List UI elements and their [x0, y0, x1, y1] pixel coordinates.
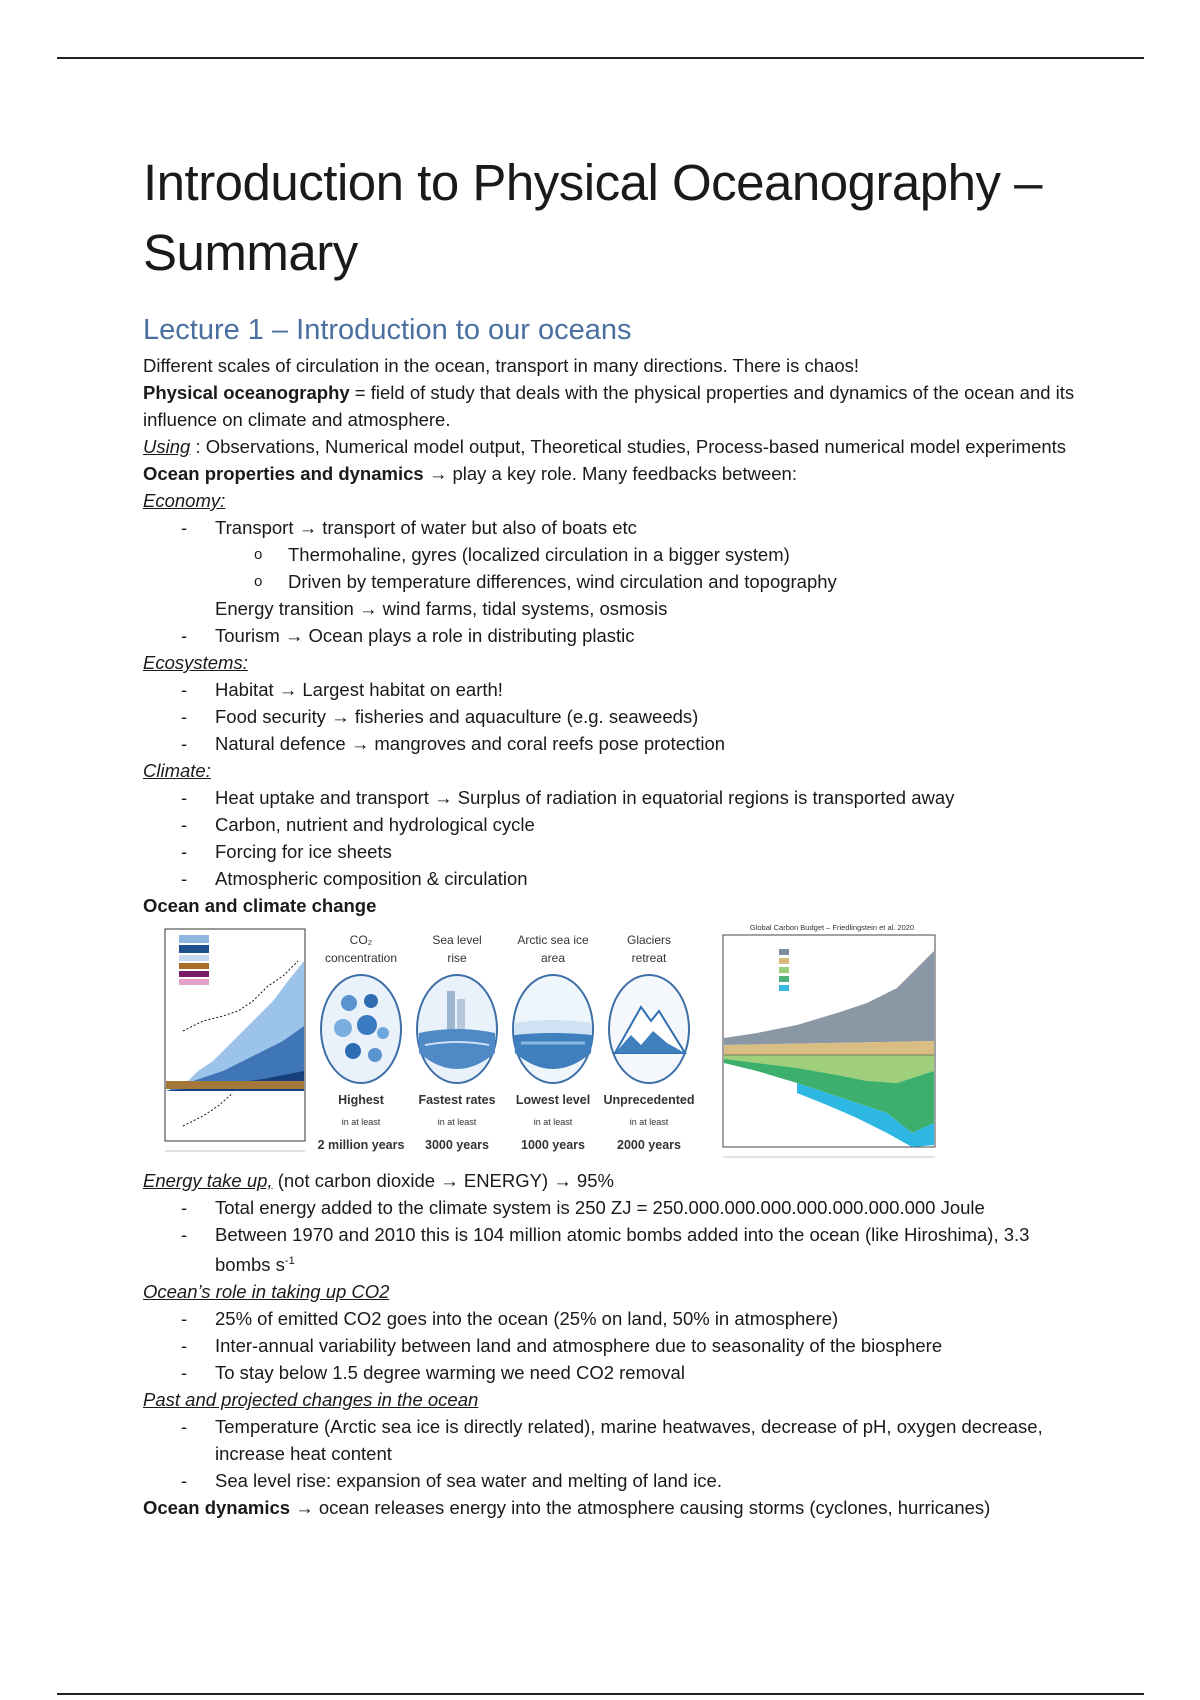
carbon-budget-panel [697, 921, 943, 1166]
panel-bottom-sub: in at least [533, 1117, 573, 1127]
co2-panel [313, 921, 409, 1166]
list-item: - Atmospheric composition & circulation [143, 865, 1083, 892]
energy-stack-plot [143, 921, 313, 1166]
panel-top-label-2: area [540, 951, 566, 965]
phys-term: Physical oceanography [143, 382, 350, 403]
panel-top-label-2: concentration [324, 951, 398, 965]
climate-label: Climate: [143, 760, 211, 781]
energy-line [143, 1167, 1083, 1194]
economy-list [143, 514, 1083, 541]
list-item: - To stay below 1.5 degree warming we need CO2 removal [143, 1359, 1083, 1386]
superscript: -1 [284, 1255, 295, 1267]
panel-bottom-value: 1000 years [521, 1138, 585, 1152]
list-item: - Sea level rise: expansion of sea water and melting of land ice. [143, 1467, 1083, 1494]
past-changes-list [143, 1413, 1083, 1494]
glacier-icon [607, 973, 691, 1085]
list-item: - 25% of emitted CO2 goes into the ocean (25% on land, 50% in atmosphere) [143, 1305, 1083, 1332]
using-line [143, 433, 1083, 460]
panel-bottom-value: 3000 years [425, 1138, 489, 1152]
economy-label: Economy: [143, 490, 226, 511]
list-item [143, 1221, 1083, 1278]
energy-transition-line: Energy transition → wind farms, tidal systems, osmosis [215, 598, 668, 619]
phys-definition [143, 379, 1083, 433]
list-item: o Thermohaline, gyres (localized circulation in a bigger system) [143, 541, 1083, 568]
climate-list [143, 784, 1083, 892]
using-text: : Observations, Numerical model output, Theoretical studies, Process-based numerical model experiments [190, 436, 1067, 457]
using-label: Using [143, 436, 191, 457]
props-line [143, 460, 1083, 487]
panel-bottom-value: 2000 years [617, 1138, 681, 1152]
energy-text: (not carbon dioxide → ENERGY) → 95% [272, 1170, 614, 1191]
co2-role-list [143, 1305, 1083, 1386]
panel-bottom-sub: in at least [341, 1117, 381, 1127]
sea-ice-panel [505, 921, 601, 1166]
economy-list-2 [143, 622, 1083, 649]
list-item: - Transport → transport of water but also of boats etc [143, 514, 1083, 541]
past-changes-label: Past and projected changes in the ocean [143, 1389, 479, 1411]
lecture-heading: Lecture 1 – Introduction to our oceans [143, 314, 632, 346]
budget-title: Global Carbon Budget – Friedlingstein et al. 2020 [749, 923, 915, 932]
co2-role-label: Ocean’s role in taking up CO2 [143, 1281, 390, 1303]
list-item: - Forcing for ice sheets [143, 838, 1083, 865]
co2-bubbles-icon [319, 973, 403, 1085]
panel-top-label: Glaciers [626, 933, 671, 947]
ecosystems-list [143, 676, 1083, 757]
energy-label: Energy take up, [143, 1170, 273, 1191]
panel-top-label: Sea level [432, 933, 482, 947]
footer-rule [57, 1693, 1144, 1695]
list-item: - Habitat → Largest habitat on earth! [143, 676, 1083, 703]
list-item: - Total energy added to the climate system is 250 ZJ = 250.000.000.000.000.000.000.000 Joule [143, 1194, 1083, 1221]
carbon-budget-plot [697, 933, 943, 1165]
sea-ice-icon [511, 973, 595, 1085]
list-item: - Heat uptake and transport → Surplus of radiation in equatorial regions is transported away [143, 784, 1083, 811]
page-title: Introduction to Physical Oceanography – Summary [143, 154, 1043, 281]
glacier-panel [601, 921, 697, 1166]
sea-level-panel [409, 921, 505, 1166]
panel-bottom-sub: in at least [437, 1117, 477, 1127]
props-text: play a key role. Many feedbacks between: [447, 463, 797, 484]
panel-bottom-label: Lowest level [515, 1093, 591, 1107]
list-item: - Tourism → Ocean plays a role in distributing plastic [143, 622, 1083, 649]
occ-heading: Ocean and climate change [143, 895, 377, 916]
energy-item-text: Between 1970 and 2010 this is 104 million atomic bombs added into the ocean (like Hiroshima), 3.3 bombs s [215, 1224, 1030, 1276]
props-term: Ocean properties and dynamics → [143, 463, 448, 484]
list-item: - Carbon, nutrient and hydrological cycle [143, 811, 1083, 838]
list-item: - Food security → fisheries and aquaculture (e.g. seaweeds) [143, 703, 1083, 730]
header-rule [57, 57, 1144, 59]
sea-level-icon [415, 973, 499, 1085]
dynamics-text: → ocean releases energy into the atmosphere causing storms (cyclones, hurricanes) [290, 1497, 991, 1519]
panel-bottom-value: 2 million years [317, 1138, 405, 1152]
panel-bottom-sub: in at least [629, 1117, 669, 1127]
panel-bottom-label: Fastest rates [418, 1093, 496, 1107]
panel-top-label-2: rise [447, 951, 467, 965]
phys-def: = field of study that deals with the physical properties and dynamics of the ocean and its influence on climate and atmosphere. [143, 382, 1075, 430]
panel-top-label: Arctic sea ice [517, 933, 589, 947]
panel-top-label-2: retreat [631, 951, 667, 965]
list-item: - Inter-annual variability between land and atmosphere due to seasonality of the biosphere [143, 1332, 1083, 1359]
panel-bottom-label: Highest [338, 1093, 384, 1107]
list-item: o Driven by temperature differences, wind circulation and topography [143, 568, 1083, 595]
list-item: - Natural defence → mangroves and coral reefs pose protection [143, 730, 1083, 757]
list-item: - Temperature (Arctic sea ice is directly related), marine heatwaves, decrease of pH, oxygen decrease, increase heat content [143, 1413, 1083, 1467]
economy-sublist [143, 541, 1083, 595]
document-body [143, 148, 1083, 1521]
panel-bottom-label: Unprecedented [603, 1093, 695, 1107]
panel-top-label: CO₂ [349, 933, 373, 947]
dynamics-term: Ocean dynamics [143, 1497, 291, 1519]
intro-line: Different scales of circulation in the ocean, transport in many directions. There is chaos! [143, 355, 860, 376]
climate-figure [143, 921, 943, 1166]
ecosystems-label: Ecosystems: [143, 652, 248, 673]
dynamics-line [143, 1494, 1083, 1521]
energy-list [143, 1194, 1083, 1278]
